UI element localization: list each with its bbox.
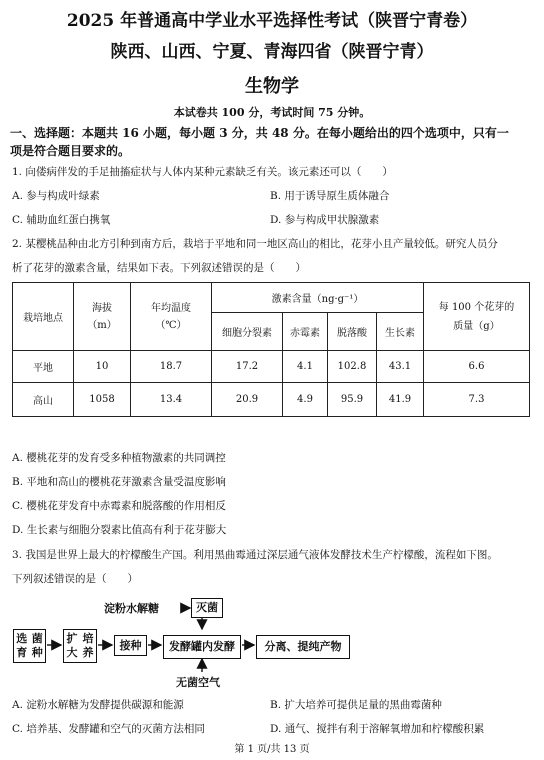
cell-altitude: 10 (74, 351, 131, 383)
cell-mass: 6.6 (424, 351, 530, 383)
cell-site: 高山 (13, 383, 74, 417)
th-mass-label: 每 100 个花芽的 (438, 301, 515, 313)
th-temperature-unit: （℃） (155, 319, 187, 331)
th-mass (424, 283, 530, 351)
cell-auxin: 41.9 (377, 383, 424, 417)
starch-hydrolysate-label: 淀粉水解糖 (104, 602, 159, 615)
page-number: 第 1 页/共 13 页 (234, 744, 310, 755)
table-row (13, 383, 530, 417)
exam-title: 2025 年普通高中学业水平选择性考试（陕晋宁青卷） (66, 11, 478, 31)
q2-stem-cont: 析了花芽的激素含量，结果如下表。下列叙述错误的是（ ） (12, 262, 306, 274)
select-strain-line2: 菌种 (31, 632, 43, 659)
fermenter-box: 发酵罐内发酵 (163, 635, 241, 659)
inoculate-box: 接种 (114, 635, 147, 656)
q2-stem: 2. 某樱桃品种由北方引种到南方后，栽培于平地和同一地区高山的相比，花芽小且产量较低。研究人员分 (12, 238, 498, 250)
cell-temperature: 18.7 (131, 351, 212, 383)
cell-abscisic-acid: 102.8 (328, 351, 377, 383)
th-mass-unit: 质量（g） (453, 320, 500, 332)
cell-auxin: 43.1 (377, 351, 424, 383)
sterile-air-label: 无菌空气 (176, 676, 220, 689)
q3-option-a[interactable]: A. 淀粉水解糖为发酵提供碳源和能源 (12, 699, 184, 711)
th-abscisic-acid: 脱落酸 (328, 313, 377, 351)
separation-box: 分离、提纯产物 (256, 635, 350, 659)
q1-stem: 1. 向偻病伴发的手足抽搐症状与人体内某种元素缺乏有关。该元素还可以（ ） (12, 166, 393, 178)
q2-option-a[interactable]: A. 樱桃花芽的发育受多种植物激素的共同调控 (12, 452, 226, 464)
q1-option-b[interactable]: B. 用于诱导原生质体融合 (270, 190, 390, 202)
th-altitude (74, 283, 131, 351)
q2-option-d[interactable]: D. 生长素与细胞分裂素比值高有利于花芽膨大 (12, 524, 227, 536)
exam-subject: 生物学 (245, 76, 299, 97)
cell-gibberellin: 4.1 (283, 351, 328, 383)
q1-option-a[interactable]: A. 参与构成叶绿素 (12, 190, 100, 202)
cell-altitude: 1058 (74, 383, 131, 417)
exam-provinces: 陕西、山西、宁夏、青海四省（陕晋宁青） (110, 42, 434, 62)
q3-option-d[interactable]: D. 通气、搅拌有利于溶解氧增加和柠檬酸积累 (270, 723, 485, 735)
q3-option-b[interactable]: B. 扩大培养可提供足量的黑曲霉菌种 (270, 699, 442, 711)
q1-option-c[interactable]: C. 辅助血红蛋白携氧 (12, 214, 111, 226)
select-strain-box (13, 629, 46, 663)
th-temperature-label: 年均温度 (151, 302, 191, 314)
q3-option-c[interactable]: C. 培养基、发酵罐和空气的灭菌方法相同 (12, 723, 205, 735)
expand-culture-line1: 扩大 (66, 632, 78, 659)
q3-stem-cont: 下列叙述错误的是（ ） (12, 573, 138, 585)
cell-cytokinin: 17.2 (212, 351, 283, 383)
q2-option-b[interactable]: B. 平地和高山的樱桃花芽激素含量受温度影响 (12, 476, 226, 488)
expand-culture-box (63, 629, 97, 663)
exam-info: 本试卷共 100 分，考试时间 75 分钟。 (173, 106, 371, 119)
th-altitude-label: 海拔 (92, 302, 112, 314)
th-cytokinin: 细胞分裂素 (212, 313, 283, 351)
cell-cytokinin: 20.9 (212, 383, 283, 417)
expand-culture-line2: 培养 (82, 632, 94, 659)
section-heading-cont: 项是符合题目要求的。 (10, 144, 131, 158)
cell-temperature: 13.4 (131, 383, 212, 417)
q1-option-d[interactable]: D. 参与构成甲状腺激素 (270, 214, 380, 226)
hormone-table (12, 282, 530, 417)
th-altitude-unit: （m） (87, 319, 117, 331)
sterilize-box: 灭菌 (191, 598, 223, 618)
th-gibberellin: 赤霉素 (283, 313, 328, 351)
th-auxin: 生长素 (377, 313, 424, 351)
cell-abscisic-acid: 95.9 (328, 383, 377, 417)
th-temperature (131, 283, 212, 351)
cell-gibberellin: 4.9 (283, 383, 328, 417)
q2-option-c[interactable]: C. 樱桃花芽发育中赤霉素和脱落酸的作用相反 (12, 500, 226, 512)
th-hormone: 激素含量（ng·g⁻¹） (212, 283, 424, 313)
q3-stem: 3. 我国是世界上最大的柠檬酸生产国。利用黑曲霉通过深层通气液体发酵技术生产柠檬酸，流程如下图。 (12, 549, 498, 561)
cell-site: 平地 (13, 351, 74, 383)
th-site: 栽培地点 (13, 283, 74, 351)
section-heading: 一、选择题：本题共 16 小题，每小题 3 分，共 48 分。在每小题给出的四个选项中，只有一 (10, 126, 509, 140)
table-row (13, 351, 530, 383)
cell-mass: 7.3 (424, 383, 530, 417)
select-strain-line1: 选育 (16, 632, 28, 659)
